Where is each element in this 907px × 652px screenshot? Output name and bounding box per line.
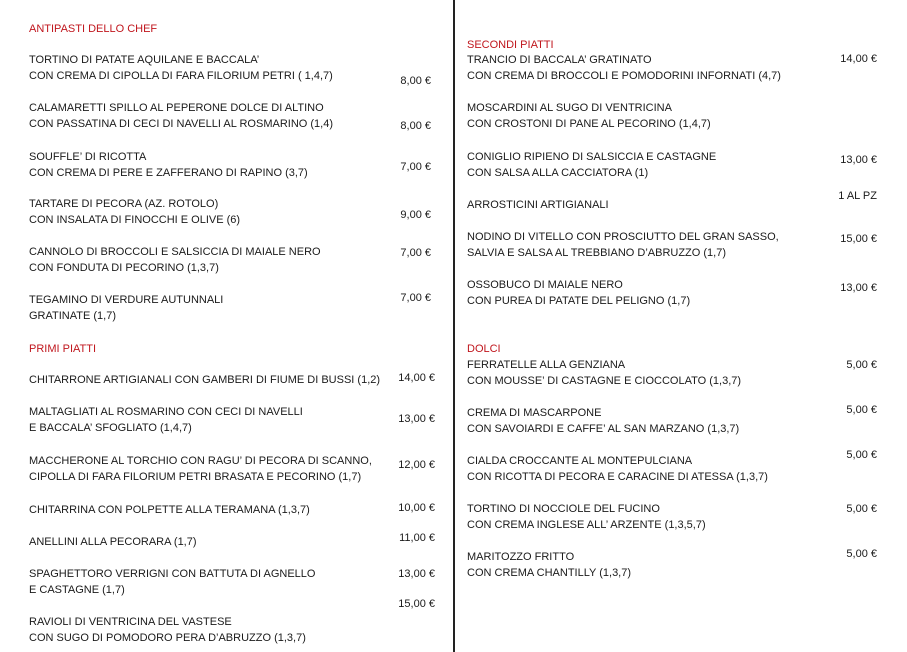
dish-name: TEGAMINO DI VERDURE AUTUNNALI xyxy=(29,294,224,306)
dish-name: ARROSTICINI ARTIGIANALI xyxy=(467,199,609,211)
dish-name: SPAGHETTORO VERRIGNI CON BATTUTA DI AGNELLO xyxy=(29,568,316,580)
section-title-antipasti: ANTIPASTI DELLO CHEF xyxy=(29,23,158,35)
dish-name: MALTAGLIATI AL ROSMARINO CON CECI DI NAVELLI xyxy=(29,406,303,418)
dish-description: E CASTAGNE (1,7) xyxy=(29,584,125,596)
dish-name: CALAMARETTI SPILLO AL PEPERONE DOLCE DI ALTINO xyxy=(29,102,324,114)
dish-name: OSSOBUCO DI MAIALE NERO xyxy=(467,279,623,291)
dish-price: 9,00 € xyxy=(400,209,431,221)
dish-description: CON PASSATINA DI CECI DI NAVELLI AL ROSMARINO (1,4) xyxy=(29,118,333,130)
dish-name: TORTINO DI PATATE AQUILANE E BACCALA’ xyxy=(29,54,260,66)
dish-price: 13,00 € xyxy=(398,568,435,580)
dish-name: ANELLINI ALLA PECORARA (1,7) xyxy=(29,536,197,548)
dish-price: 13,00 € xyxy=(840,282,877,294)
dish-name: CONIGLIO RIPIENO DI SALSICCIA E CASTAGNE xyxy=(467,151,717,163)
dish-price: 15,00 € xyxy=(398,598,435,610)
dish-price: 7,00 € xyxy=(400,292,431,304)
dish-price: 12,00 € xyxy=(398,459,435,471)
dish-price: 8,00 € xyxy=(400,75,431,87)
dish-price: 8,00 € xyxy=(400,120,431,132)
dish-price: 5,00 € xyxy=(846,359,877,371)
dish-description: CON PUREA DI PATATE DEL PELIGNO (1,7) xyxy=(467,295,691,307)
dish-name: CIALDA CROCCANTE AL MONTEPULCIANA xyxy=(467,455,693,467)
dish-description: CON CREMA DI CIPOLLA DI FARA FILORIUM PETRI ( 1,4,7) xyxy=(29,70,333,82)
dish-price: 13,00 € xyxy=(840,154,877,166)
dish-name: MARITOZZO FRITTO xyxy=(467,551,575,563)
dish-name: MOSCARDINI AL SUGO DI VENTRICINA xyxy=(467,102,672,114)
dish-name: TORTINO DI NOCCIOLE DEL FUCINO xyxy=(467,503,660,515)
dish-description: CON CREMA CHANTILLY (1,3,7) xyxy=(467,567,632,579)
dish-description: GRATINATE (1,7) xyxy=(29,310,116,322)
dish-name: MACCHERONE AL TORCHIO CON RAGU’ DI PECORA DI SCANNO, xyxy=(29,455,372,467)
dish-name: CHITARRONE ARTIGIANALI CON GAMBERI DI FIUME DI BUSSI (1,2) xyxy=(29,374,381,386)
section-title-primi: PRIMI PIATTI xyxy=(29,343,97,355)
dish-name: SOUFFLE’ DI RICOTTA xyxy=(29,151,147,163)
dish-price: 11,00 € xyxy=(399,532,435,544)
dish-description: CON CREMA INGLESE ALL’ ARZENTE (1,3,5,7) xyxy=(467,519,706,531)
dish-price: 10,00 € xyxy=(398,502,435,514)
dish-description: CON INSALATA DI FINOCCHI E OLIVE (6) xyxy=(29,214,241,226)
dish-name: TARTARE DI PECORA (AZ. ROTOLO) xyxy=(29,198,219,210)
dish-price: 5,00 € xyxy=(846,503,877,515)
dish-description: SALVIA E SALSA AL TREBBIANO D’ABRUZZO (1,7) xyxy=(467,247,726,259)
section-title-secondi: SECONDI PIATTI xyxy=(467,39,554,51)
dish-name: FERRATELLE ALLA GENZIANA xyxy=(467,359,626,371)
dish-name: CHITARRINA CON POLPETTE ALLA TERAMANA (1,3,7) xyxy=(29,504,310,516)
dish-price: 13,00 € xyxy=(398,413,435,425)
dish-price: 15,00 € xyxy=(840,233,877,245)
dish-price: 5,00 € xyxy=(846,548,877,560)
dish-price: 7,00 € xyxy=(400,161,431,173)
dish-description: E BACCALA’ SFOGLIATO (1,4,7) xyxy=(29,422,192,434)
dish-description: CON CREMA DI PERE E ZAFFERANO DI RAPINO (3,7) xyxy=(29,167,308,179)
dish-price: 7,00 € xyxy=(400,247,431,259)
column-divider xyxy=(453,0,455,652)
dish-price: 5,00 € xyxy=(846,404,877,416)
section-title-dolci: DOLCI xyxy=(467,343,501,355)
dish-price: 1 AL PZ xyxy=(838,190,877,202)
dish-name: CANNOLO DI BROCCOLI E SALSICCIA DI MAIALE NERO xyxy=(29,246,321,258)
dish-description: CON MOUSSE’ DI CASTAGNE E CIOCCOLATO (1,3,7) xyxy=(467,375,742,387)
dish-description: CON CREMA DI BROCCOLI E POMODORINI INFORNATI (4,7) xyxy=(467,70,781,82)
dish-price: 5,00 € xyxy=(846,449,877,461)
dish-price: 14,00 € xyxy=(840,53,877,65)
dish-description: CON FONDUTA DI PECORINO (1,3,7) xyxy=(29,262,219,274)
dish-name: CREMA DI MASCARPONE xyxy=(467,407,602,419)
dish-description: CON SAVOIARDI E CAFFE’ AL SAN MARZANO (1,3,7) xyxy=(467,423,740,435)
dish-description: CON SUGO DI POMODORO PERA D’ABRUZZO (1,3,7) xyxy=(29,632,306,644)
dish-description: CON SALSA ALLA CACCIATORA (1) xyxy=(467,167,649,179)
dish-description: CON RICOTTA DI PECORA E CARACINE DI ATESSA (1,3,7) xyxy=(467,471,768,483)
dish-price: 14,00 € xyxy=(398,372,435,384)
dish-name: TRANCIO DI BACCALA’ GRATINATO xyxy=(467,54,652,66)
dish-name: RAVIOLI DI VENTRICINA DEL VASTESE xyxy=(29,616,232,628)
dish-name: NODINO DI VITELLO CON PROSCIUTTO DEL GRAN SASSO, xyxy=(467,231,779,243)
dish-description: CON CROSTONI DI PANE AL PECORINO (1,4,7) xyxy=(467,118,711,130)
dish-description: CIPOLLA DI FARA FILORIUM PETRI BRASATA E PECORINO (1,7) xyxy=(29,471,362,483)
